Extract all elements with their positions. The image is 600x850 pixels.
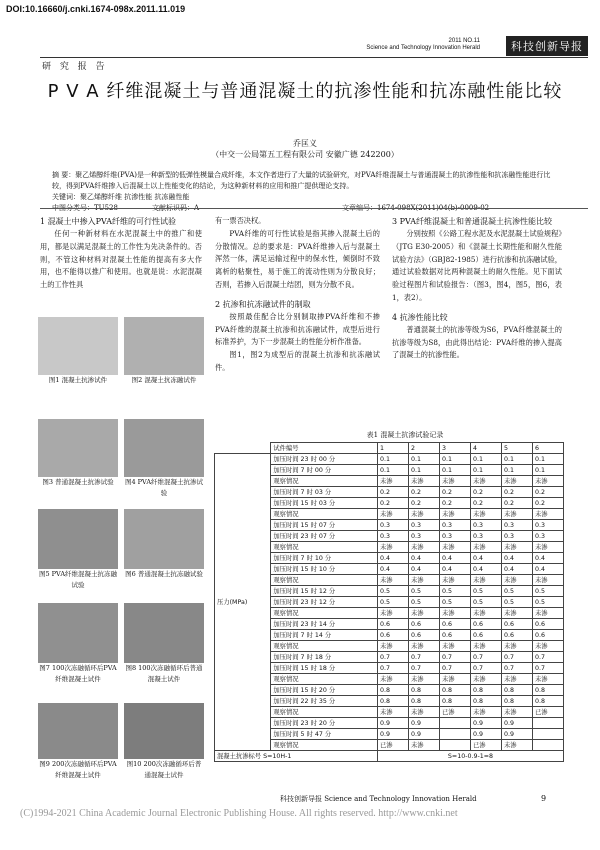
table-cell: 未渗 [533,575,564,586]
affiliation: （中交一公局第五工程有限公司 安徽广德 242200） [211,150,399,159]
header-rule [40,57,588,58]
table-cell: 0.8 [378,696,409,707]
table-cell: 未渗 [409,641,440,652]
table-cell: 观察情况 [271,608,378,619]
section-1-paragraph: 任何一种新材料在水泥混凝土中的推广和使用，都是以满足混凝土的工作性为先决条件的。否则，不管这种材料对混凝土性能的提高有多大作用，也不能得以推广和使用。也就是说：水泥混凝土的工作性具 [40,229,202,290]
table-cell: 0.1 [502,454,533,465]
col2-para-1: 有一票否决权。 [215,216,266,225]
table-cell: 未渗 [533,476,564,487]
table-cell: 未渗 [378,641,409,652]
table-cell: 0.4 [471,553,502,564]
table-cell: 未渗 [378,542,409,553]
journal-issue [366,38,480,52]
table-cell: 0.5 [440,597,471,608]
table-cell: 未渗 [502,509,533,520]
table-header-cell: 4 [471,443,502,454]
doc-code: 文献标识码：A [152,204,200,212]
table-cell: 0.3 [378,520,409,531]
table-cell: 已渗 [471,740,502,751]
article-number: 文章编号：1674-098X(2011)04(b)-0009-02 [342,204,490,212]
table-cell: 0.2 [440,498,471,509]
table-cell: 未渗 [409,740,440,751]
table-cell: 加压时间 15 时 10 分 [271,564,378,575]
figure-10-image [124,703,204,759]
pressure-label-cell: 压力(MPa) [215,454,271,751]
table-cell: 0.4 [533,553,564,564]
table-cell: 0.6 [409,630,440,641]
table-cell: 0.9 [409,718,440,729]
table-cell: 加压时间 15 时 20 分 [271,685,378,696]
table-cell: 未渗 [471,641,502,652]
article-title: P V A 纤维混凝土与普通混凝土的抗渗性能和抗冻融性能比较 [47,81,563,102]
figure-5-image [38,509,118,569]
table-cell: 0.8 [440,685,471,696]
table-cell: 观察情况 [271,575,378,586]
figure-3-image [38,419,118,477]
table-cell: 0.6 [471,619,502,630]
table-cell: 未渗 [440,509,471,520]
table-cell: 0.9 [502,718,533,729]
table-cell: 未渗 [378,476,409,487]
table-cell [533,740,564,751]
table-cell: 0.4 [440,553,471,564]
table-cell: 0.8 [409,696,440,707]
table-cell: 0.3 [409,520,440,531]
table-cell: 观察情况 [271,674,378,685]
table-cell: 加压时间 22 时 35 分 [271,696,378,707]
table-cell: 未渗 [378,608,409,619]
figure-2 [124,317,204,419]
table-cell [440,740,471,751]
table-cell: 加压时间 7 时 10 分 [271,553,378,564]
table-header-cell: 1 [378,443,409,454]
table-cell: 0.1 [471,465,502,476]
table-cell: 未渗 [409,608,440,619]
table-cell: 0.9 [378,729,409,740]
table-cell: 未渗 [502,542,533,553]
table-cell: 0.7 [471,663,502,674]
table-cell: 未渗 [533,608,564,619]
figure-2-image [124,317,204,375]
table-cell [440,718,471,729]
table-cell: 0.5 [471,586,502,597]
figure-8-image [124,603,204,663]
table-cell: 未渗 [471,575,502,586]
table-cell: 0.6 [378,630,409,641]
column-label: 研 究 报 告 [42,62,108,72]
table-cell: 0.8 [533,696,564,707]
table-cell: 未渗 [502,674,533,685]
table-cell: 0.1 [502,465,533,476]
table-cell: 0.1 [378,454,409,465]
table-cell: 0.6 [440,619,471,630]
table-cell: 0.7 [440,663,471,674]
table-cell: 未渗 [409,575,440,586]
table-cell: 未渗 [471,608,502,619]
table-cell: 0.3 [440,520,471,531]
col2-para-4: 图1，图2为成型后的混凝土抗渗和抗冻融试件。 [215,350,380,372]
table-cell: 0.5 [533,597,564,608]
author: 乔匡义 [293,139,317,148]
table-cell: 观察情况 [271,740,378,751]
section-4-heading: 4 抗渗性能比较 [392,312,448,322]
table-cell: 加压时间 7 时 18 分 [271,652,378,663]
table-footer-row [215,751,564,762]
table-cell: 未渗 [440,542,471,553]
column-3 [392,215,562,362]
table-cell: 0.2 [533,498,564,509]
column-1 [40,215,202,292]
table-row [215,454,564,465]
table-cell: 0.9 [502,729,533,740]
journal-name-en: Science and Technology Innovation Herald [366,45,480,51]
table-cell: 0.6 [533,619,564,630]
table-cell: 观察情况 [271,509,378,520]
table-cell: 未渗 [502,707,533,718]
clc-number: 中图分类号：TU528 [52,204,118,212]
table-cell: 未渗 [502,608,533,619]
table-cell: 0.7 [440,652,471,663]
figure-5 [38,509,118,603]
doi: DOI:10.16660/j.cnki.1674-098x.2011.11.019 [6,4,186,14]
keywords: 关键词：聚乙烯醇纤维 抗渗性能 抗冻融性能 [52,193,190,201]
section-1-heading: 1 混凝土中掺入PVA纤维的可行性试验 [40,217,177,226]
table-cell: 0.8 [471,696,502,707]
table-cell: 0.7 [533,652,564,663]
table-cell: 0.1 [409,465,440,476]
table-cell: 0.6 [471,630,502,641]
figure-4-caption: 图4 PVA纤维混凝土抗渗试验 [124,478,204,497]
table-cell: 加压时间 7 时 00 分 [271,465,378,476]
figure-2-caption: 图2 混凝土抗冻融试件 [131,376,197,384]
table-cell: 未渗 [409,509,440,520]
table-cell: 0.4 [502,553,533,564]
table-cell: 未渗 [378,674,409,685]
col3-para-2: 普通混凝土的抗渗等级为S6，PVA纤维混凝土的抗渗等级为S8，由此得出结论：PVA纤维的掺入提高了混凝土的抗渗性能。 [392,324,562,360]
table-cell: 0.3 [440,531,471,542]
table-cell: 未渗 [409,707,440,718]
table-cell: 未渗 [502,575,533,586]
table-cell: 未渗 [533,542,564,553]
table-cell: 0.1 [378,465,409,476]
table-footer-right: S=10-0.9-1=8 [378,751,564,762]
column-2 [215,215,380,375]
table-header-cell: 试件编号 [271,443,378,454]
figure-8 [124,603,204,703]
table-cell: 0.1 [440,465,471,476]
table-cell: 0.5 [378,586,409,597]
table-cell: 观察情况 [271,641,378,652]
issue-number: 2011 NO.11 [448,38,480,44]
table-cell: 未渗 [409,476,440,487]
table-cell: 未渗 [440,575,471,586]
table-cell: 0.2 [502,498,533,509]
table-cell: 未渗 [440,608,471,619]
table-cell: 0.8 [378,685,409,696]
section-3-heading: 3 PVA纤维混凝土和普通混凝土抗渗性能比较 [392,217,553,226]
table-cell: 0.3 [533,531,564,542]
table-cell: 0.4 [409,553,440,564]
table-cell: 未渗 [533,509,564,520]
table-cell: 0.7 [409,663,440,674]
table-cell: 观察情况 [271,476,378,487]
table-cell: 0.4 [502,564,533,575]
table-cell: 0.3 [471,531,502,542]
table-cell: 已渗 [533,707,564,718]
figure-7-image [38,603,118,663]
table-cell: 0.5 [409,597,440,608]
table-cell: 未渗 [378,707,409,718]
table-cell: 加压时间 23 时 07 分 [271,531,378,542]
table-cell: 0.7 [409,652,440,663]
table-cell: 0.6 [533,630,564,641]
table-cell: 0.7 [502,663,533,674]
table-cell: 0.8 [409,685,440,696]
table-cell: 0.2 [533,487,564,498]
table-cell: 未渗 [471,509,502,520]
table-cell: 0.5 [471,597,502,608]
table-cell: 未渗 [440,674,471,685]
table-cell: 0.4 [378,564,409,575]
figure-9-caption: 图9 200次冻融循环后PVA纤维混凝土试件 [39,760,117,779]
figure-6 [124,509,204,603]
table-cell: 未渗 [533,674,564,685]
figure-5-caption: 图5 PVA纤维混凝土抗冻融试验 [38,570,118,589]
table-cell: 未渗 [502,740,533,751]
table-cell: 未渗 [409,674,440,685]
table-cell: 观察情况 [271,707,378,718]
table-cell: 0.2 [378,498,409,509]
table-cell: 0.5 [502,586,533,597]
table-cell: 0.2 [409,487,440,498]
table-cell: 0.1 [440,454,471,465]
figure-4 [124,419,204,509]
table-cell: 加压时间 7 时 03 分 [271,487,378,498]
copyright-watermark: (C)1994-2021 China Academic Journal Electronic Publishing House. All rights reserved. http://www.cnki.net [20,808,458,819]
table-cell: 0.8 [471,685,502,696]
table-cell: 未渗 [440,476,471,487]
table-cell: 未渗 [502,641,533,652]
figure-3 [38,419,118,509]
table-cell: 0.3 [409,531,440,542]
section-2-heading: 2 抗渗和抗冻融试件的制取 [215,299,311,309]
table-cell: 0.6 [409,619,440,630]
table-cell: 0.5 [533,586,564,597]
table-cell: 加压时间 5 时 47 分 [271,729,378,740]
table-header-cell: 5 [502,443,533,454]
table-cell: 0.5 [378,597,409,608]
figure-10-caption: 图10 200次冻融循环后普通混凝土试件 [126,760,202,779]
table-cell: 0.3 [533,520,564,531]
figure-grid [38,317,204,781]
figure-6-caption: 图6 普通混凝土抗冻融试验 [125,570,203,578]
figure-3-caption: 图3 普通混凝土抗渗试验 [42,478,114,486]
table-cell: 未渗 [471,542,502,553]
figure-1 [38,317,118,419]
table-cell: 0.4 [471,564,502,575]
table-cell: 观察情况 [271,542,378,553]
table-cell: 0.6 [378,619,409,630]
table-cell: 加压时间 23 时 20 分 [271,718,378,729]
table-cell: 0.2 [471,487,502,498]
table-header-cell: 2 [409,443,440,454]
abstract-body [52,170,562,192]
table-cell: 未渗 [409,542,440,553]
test-record-table [214,442,564,762]
table-cell: 未渗 [502,476,533,487]
table-cell: 加压时间 15 时 03 分 [271,498,378,509]
table-cell: 未渗 [378,509,409,520]
table-cell [533,718,564,729]
figure-6-image [124,509,204,569]
table-cell: 0.6 [502,630,533,641]
table-cell: 0.6 [440,630,471,641]
table-cell [533,729,564,740]
table-cell: 加压时间 15 时 07 分 [271,520,378,531]
table-cell: 0.2 [378,487,409,498]
figure-1-caption: 图1 混凝土抗渗试件 [48,376,108,384]
table-cell: 0.9 [471,729,502,740]
table-cell [440,729,471,740]
table-cell: 0.2 [471,498,502,509]
journal-badge: 科技创新导报 [506,36,588,56]
page-number: 9 [541,794,547,803]
table-cell: 0.8 [502,696,533,707]
table-cell: 0.9 [409,729,440,740]
table-cell: 0.9 [471,718,502,729]
table-cell: 0.4 [409,564,440,575]
table-cell: 0.8 [502,685,533,696]
table-corner-cell [215,443,271,454]
table-cell: 未渗 [471,707,502,718]
table-cell: 0.4 [440,564,471,575]
abstract-label: 摘 要： [52,171,76,179]
table-cell: 0.9 [378,718,409,729]
table-cell: 加压时间 7 时 14 分 [271,630,378,641]
table-cell: 0.3 [471,520,502,531]
figure-7 [38,603,118,703]
figure-1-image [38,317,118,375]
table-header-cell: 3 [440,443,471,454]
table-cell: 0.8 [533,685,564,696]
table-cell: 0.2 [502,487,533,498]
table-header-cell: 6 [533,443,564,454]
table-cell: 0.5 [440,586,471,597]
table-cell: 0.8 [440,696,471,707]
table-cell: 0.7 [378,652,409,663]
table-cell: 未渗 [471,674,502,685]
figure-10 [124,703,204,781]
col3-para-1: 分别按照《公路工程水泥及水泥混凝土试验规程》（JTG E30-2005）和《混凝土长期性能和耐久性能试验方法》（GBJ82-1985）进行抗渗和抗冻融试验，通过试验数据对比两种混凝土的耐久性能。见下面试验过程图片和试验报告：（图3，图4，图5，图6，表1，表2）。 [392,229,562,302]
table-cell: 0.5 [409,586,440,597]
table [214,442,564,762]
table-header-row [215,443,564,454]
table-footer-left: 混凝土抗渗标号 S=10H-1 [215,751,378,762]
table-cell: 未渗 [533,641,564,652]
table-cell: 未渗 [378,575,409,586]
table-cell: 加压时间 15 时 12 分 [271,586,378,597]
figure-4-image [124,419,204,477]
table-cell: 0.5 [502,597,533,608]
table-cell: 0.7 [471,652,502,663]
table-cell: 0.4 [533,564,564,575]
table-cell: 0.3 [502,520,533,531]
table-cell: 0.1 [409,454,440,465]
table-cell: 加压时间 15 时 18 分 [271,663,378,674]
table-cell: 未渗 [471,476,502,487]
table-cell: 加压时间 23 时 12 分 [271,597,378,608]
figure-9-image [38,703,118,759]
table-cell: 加压时间 23 时 00 分 [271,454,378,465]
abstract-rule [40,208,588,209]
figure-8-caption: 图8 100次冻融循环后普通混凝土试件 [125,664,203,683]
table-cell: 0.7 [502,652,533,663]
table-cell: 0.3 [378,531,409,542]
table-cell: 已渗 [378,740,409,751]
abstract-text: 聚乙烯醇纤维(PVA)是一种新型的低弹性模量合成纤维，本文作者进行了大量的试验研究，对PVA纤维混凝土与普通混凝土的抗渗性能和抗冻融性能进行比较，得到PVA纤维掺入后混凝土以上性能变化的结论，为这种新材料的应用和推广提供理论支持。 [52,171,551,190]
table-cell: 加压时间 23 时 14 分 [271,619,378,630]
table-cell: 0.2 [409,498,440,509]
table-cell: 0.7 [378,663,409,674]
footer-journal: 科技创新导报 Science and Technology Innovation Herald [280,795,477,803]
table-caption: 表1 混凝土抗渗试验记录 [366,431,444,439]
table-cell: 已渗 [440,707,471,718]
table-cell: 0.4 [378,553,409,564]
table-cell: 0.1 [533,454,564,465]
table-cell: 0.3 [502,531,533,542]
figure-9 [38,703,118,781]
col2-para-2: PVA纤维的可行性试验是指其掺入混凝土后的分散情况。总的要求是：PVA纤维掺入后与混凝土浑然一体，满足运输过程中的保水性，倾倒时不致离析的粘聚性，易于施工的流动性则为分散良好；否则，若掺入后混凝土结团，则为分散不良。 [215,228,380,289]
table-cell: 0.7 [533,663,564,674]
table-cell: 0.2 [440,487,471,498]
table-cell: 0.6 [502,619,533,630]
col2-para-3: 按照最佳配合比分别制取掺PVA纤维和不掺PVA纤维的混凝土抗渗和抗冻融试件，成型后进行标准养护，为下一步混凝土的性能分析作准备。 [215,311,380,347]
table-cell: 0.1 [471,454,502,465]
figure-7-caption: 图7 100次冻融循环后PVA纤维混凝土试件 [39,664,117,683]
table-cell: 未渗 [440,641,471,652]
table-cell: 0.1 [533,465,564,476]
